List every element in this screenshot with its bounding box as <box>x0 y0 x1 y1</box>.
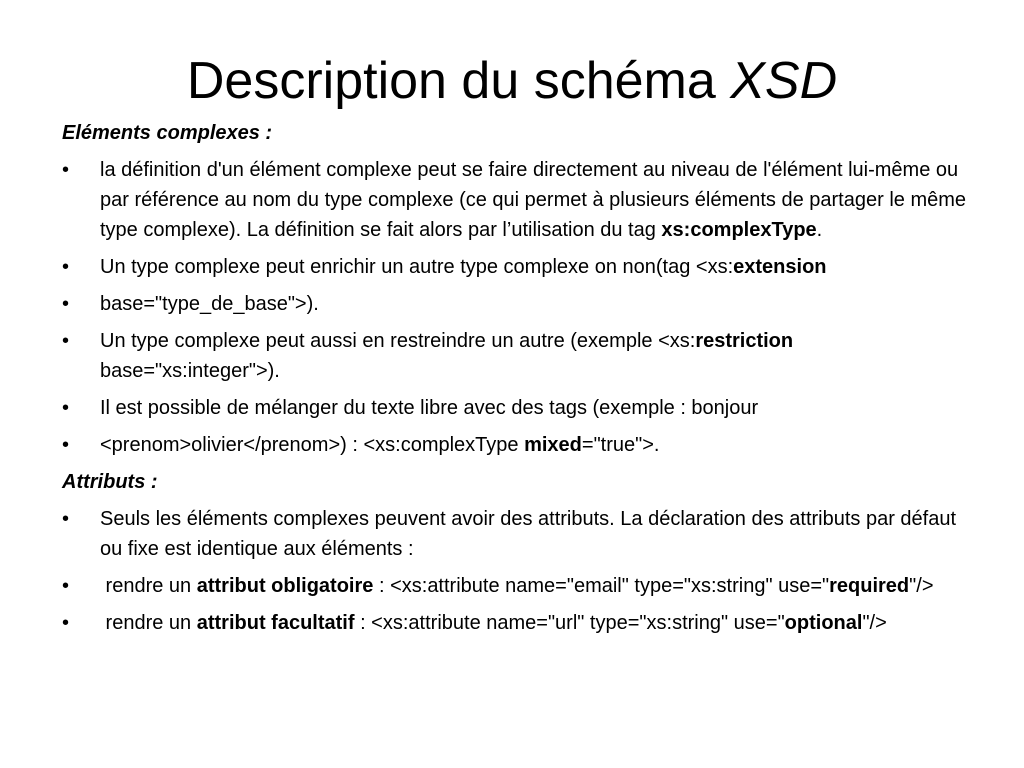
bullet-dot: • <box>62 256 70 278</box>
bullet-item <box>62 289 967 319</box>
bullet-text: "/> <box>862 612 887 634</box>
slide-title-emphasis: XSD <box>730 52 838 110</box>
slide-title-main: Description du schéma <box>186 52 731 110</box>
bullet-dot: • <box>62 612 70 634</box>
bullet-text: base="xs:integer">). <box>100 360 280 382</box>
bullet-text-bold: extension <box>733 256 827 278</box>
bullet-text: ="true">. <box>581 434 660 456</box>
bullet-text-bold: optional <box>784 612 863 634</box>
bullet-item <box>62 608 967 638</box>
slide-content <box>62 118 967 645</box>
bullet-dot: • <box>62 397 70 419</box>
bullet-item <box>62 326 967 386</box>
bullet-text: <prenom>olivier</prenom>) : <xs:complexType <box>100 434 525 456</box>
bullet-item <box>62 252 967 282</box>
bullet-item <box>62 393 967 423</box>
bullet-text: rendre un <box>100 612 197 634</box>
bullet-text: "/> <box>909 575 934 597</box>
bullet-item <box>62 430 967 460</box>
bullet-text: . <box>816 219 823 241</box>
bullet-text: base="type_de_base">). <box>100 293 319 315</box>
bullet-dot: • <box>62 159 70 181</box>
bullet-text: : <xs:attribute name="email" type="xs:string" use=" <box>373 575 830 597</box>
bullet-text-bold: required <box>829 575 910 597</box>
bullet-dot: • <box>62 293 70 315</box>
bullet-text: Un type complexe peut aussi en restreindre un autre (exemple <xs: <box>100 330 696 352</box>
bullet-text: Un type complexe peut enrichir un autre type complexe on non(tag <xs: <box>100 256 734 278</box>
bullet-text-bold: attribut facultatif <box>196 612 355 634</box>
bullet-text: Il est possible de mélanger du texte libre avec des tags (exemple : bonjour <box>100 397 759 419</box>
slide-title <box>0 46 1024 116</box>
bullet-text-bold: restriction <box>695 330 794 352</box>
bullet-dot: • <box>62 575 70 597</box>
bullet-dot: • <box>62 330 70 352</box>
section-heading-attributs: Attributs : <box>62 471 158 493</box>
bullet-text-bold: attribut obligatoire <box>196 575 374 597</box>
bullet-text: la définition d'un élément complexe peut se faire directement au niveau de l'élément lui-même ou par référence au nom du type complexe (ce qui permet à plusieurs éléments de partager le même type complexe). La définition se fait alors par l’utilisation du tag <box>100 159 967 241</box>
bullet-item <box>62 504 967 564</box>
bullet-text-bold: xs:complexType <box>661 219 817 241</box>
bullet-item <box>62 571 967 601</box>
bullet-dot: • <box>62 508 70 530</box>
section-heading-elements-complexes: Eléments complexes : <box>62 122 273 144</box>
bullet-text: rendre un <box>100 575 197 597</box>
bullet-dot: • <box>62 434 70 456</box>
bullet-text: : <xs:attribute name="url" type="xs:string" use=" <box>354 612 785 634</box>
bullet-text-bold: mixed <box>524 434 582 456</box>
bullet-text: Seuls les éléments complexes peuvent avoir des attributs. La déclaration des attributs par défaut ou fixe est identique aux éléments : <box>100 508 957 560</box>
bullet-item <box>62 155 967 245</box>
